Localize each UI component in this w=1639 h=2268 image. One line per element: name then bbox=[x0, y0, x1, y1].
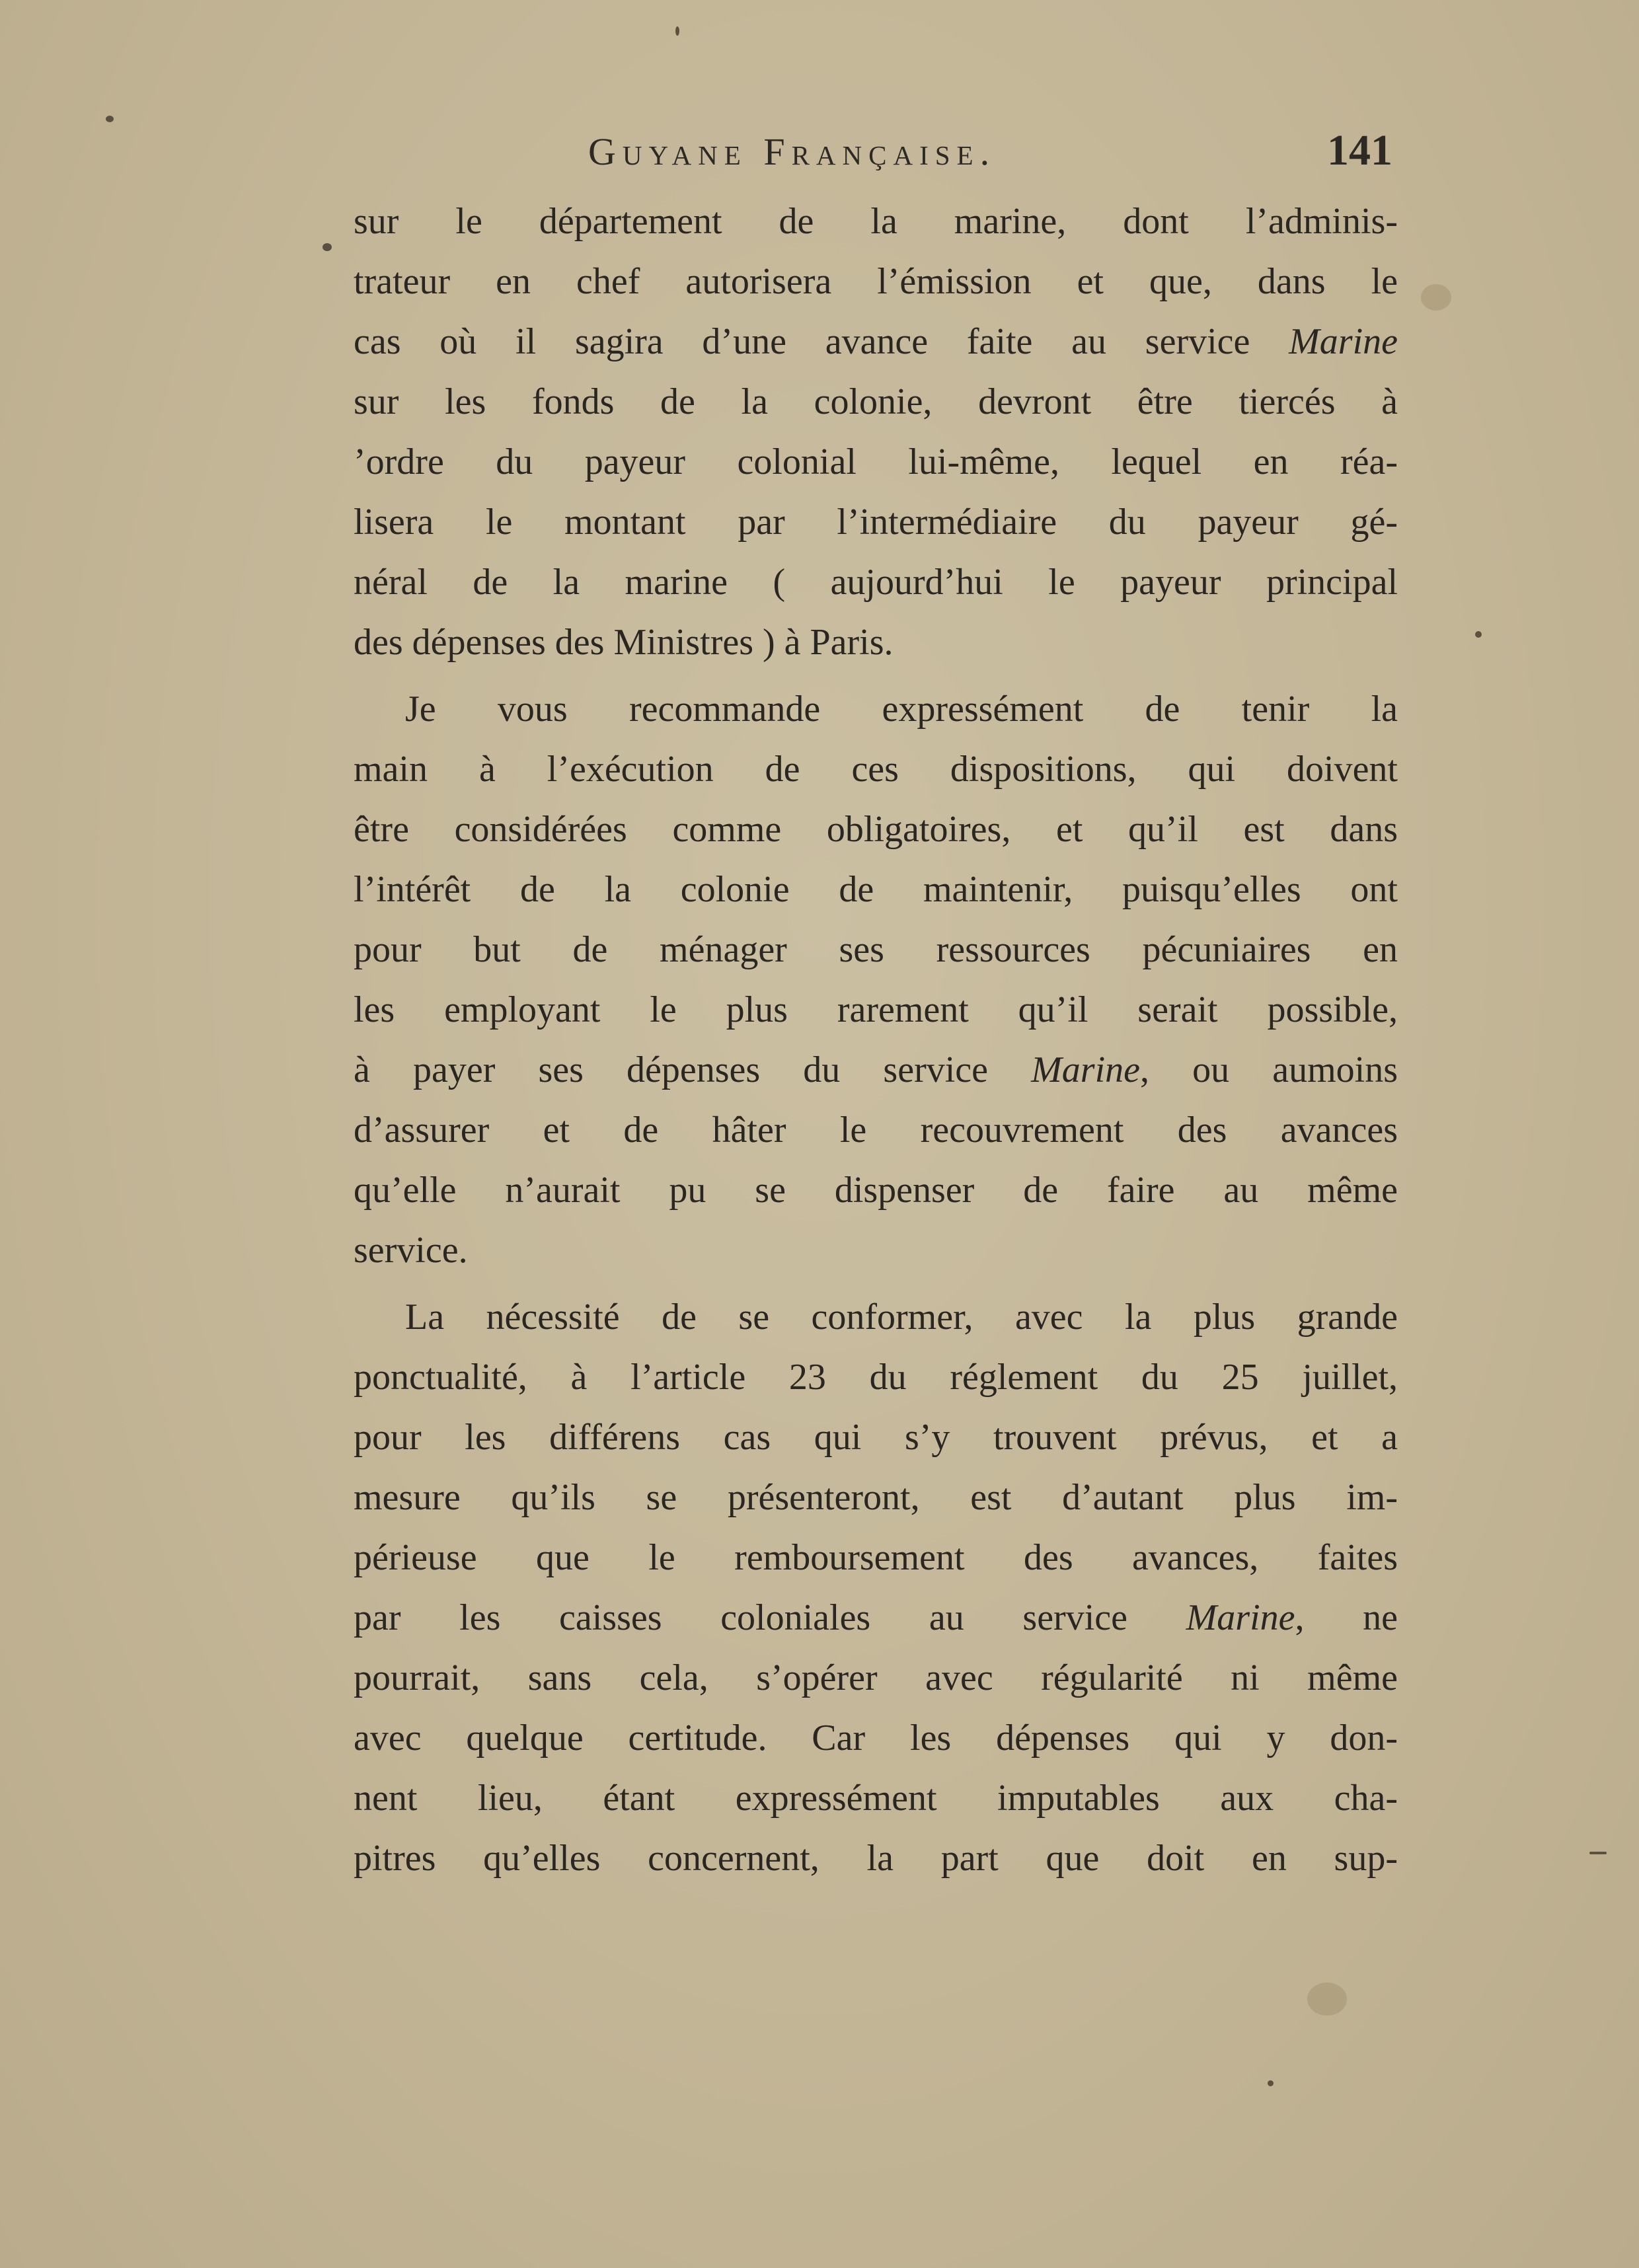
paper-stain bbox=[1307, 1983, 1347, 2016]
text-line: sur le département de la marine, dont l’adminis- bbox=[354, 201, 1398, 242]
page-number: 141 bbox=[1327, 126, 1392, 174]
italic-word: Marine bbox=[1031, 1049, 1140, 1090]
text-line: nent lieu, étant expressément imputables aux cha- bbox=[354, 1778, 1398, 1819]
text-line: pitres qu’elles concernent, la part que doit en sup- bbox=[354, 1838, 1398, 1879]
text-line: lisera le montant par l’intermédiaire du payeur gé- bbox=[354, 502, 1398, 543]
text-line: Je vous recommande expressément de tenir la bbox=[405, 689, 1398, 730]
paper-speck bbox=[1268, 2080, 1274, 2086]
text-line: ponctualité, à l’article 23 du réglement du 25 juillet, bbox=[354, 1357, 1398, 1398]
italic-word: Marine bbox=[1186, 1597, 1295, 1638]
text-line: à payer ses dépenses du service Marine, ou aumoins bbox=[354, 1049, 1398, 1090]
paragraph-gap bbox=[354, 673, 1398, 679]
text-line: main à l’exécution de ces dispositions, qui doivent bbox=[354, 749, 1398, 790]
paper-speck bbox=[1589, 1852, 1607, 1854]
running-head bbox=[354, 119, 1398, 192]
text-line: qu’elle n’aurait pu se dispenser de faire au même bbox=[354, 1170, 1398, 1211]
text-line: les employant le plus rarement qu’il serait possible, bbox=[354, 989, 1398, 1030]
page-content bbox=[354, 119, 1398, 1889]
text-line: service. bbox=[354, 1230, 468, 1271]
text-line: sur les fonds de la colonie, devront être tiercés à bbox=[354, 381, 1398, 422]
text-line: d’assurer et de hâter le recouvrement des avances bbox=[354, 1110, 1398, 1151]
paper-stain bbox=[1421, 284, 1451, 311]
text-line: l’intérêt de la colonie de maintenir, puisqu’elles ont bbox=[354, 869, 1398, 910]
text-line: périeuse que le remboursement des avances, faites bbox=[354, 1537, 1398, 1578]
text-line: pourrait, sans cela, s’opérer avec régularité ni même bbox=[354, 1657, 1398, 1698]
text-line: avec quelque certitude. Car les dépenses qui y don- bbox=[354, 1718, 1398, 1758]
text-line: pour les différens cas qui s’y trouvent prévus, et a bbox=[354, 1417, 1398, 1458]
text-line: être considérées comme obligatoires, et qu’il est dans bbox=[354, 809, 1398, 850]
paper-speck bbox=[675, 26, 679, 36]
text-line: mesure qu’ils se présenteront, est d’autant plus im- bbox=[354, 1477, 1398, 1518]
text-line: trateur en chef autorisera l’émission et que, dans le bbox=[354, 261, 1398, 302]
paper-speck bbox=[106, 116, 114, 122]
text-line: ’ordre du payeur colonial lui-même, lequel en réa- bbox=[354, 441, 1398, 482]
paragraph-3 bbox=[354, 1287, 1398, 1889]
text-line: néral de la marine ( aujourd’hui le payeur principal bbox=[354, 562, 1398, 603]
text-line: cas où il sagira d’une avance faite au service Marine bbox=[354, 321, 1398, 362]
text-line: pour but de ménager ses ressources pécuniaires en bbox=[354, 929, 1398, 970]
running-title: Guyane Française. bbox=[588, 130, 997, 173]
paper-speck bbox=[1475, 631, 1482, 638]
text-line: par les caisses coloniales au service Marine, ne bbox=[354, 1597, 1398, 1638]
paper-speck bbox=[323, 243, 332, 251]
italic-word: Marine bbox=[1289, 321, 1398, 362]
paragraph-gap bbox=[354, 1281, 1398, 1287]
text-line: La nécessité de se conformer, avec la plus grande bbox=[405, 1297, 1398, 1338]
paragraph-2 bbox=[354, 679, 1398, 1281]
paragraph-1 bbox=[354, 192, 1398, 673]
text-line: des dépenses des Ministres ) à Paris. bbox=[354, 622, 894, 663]
